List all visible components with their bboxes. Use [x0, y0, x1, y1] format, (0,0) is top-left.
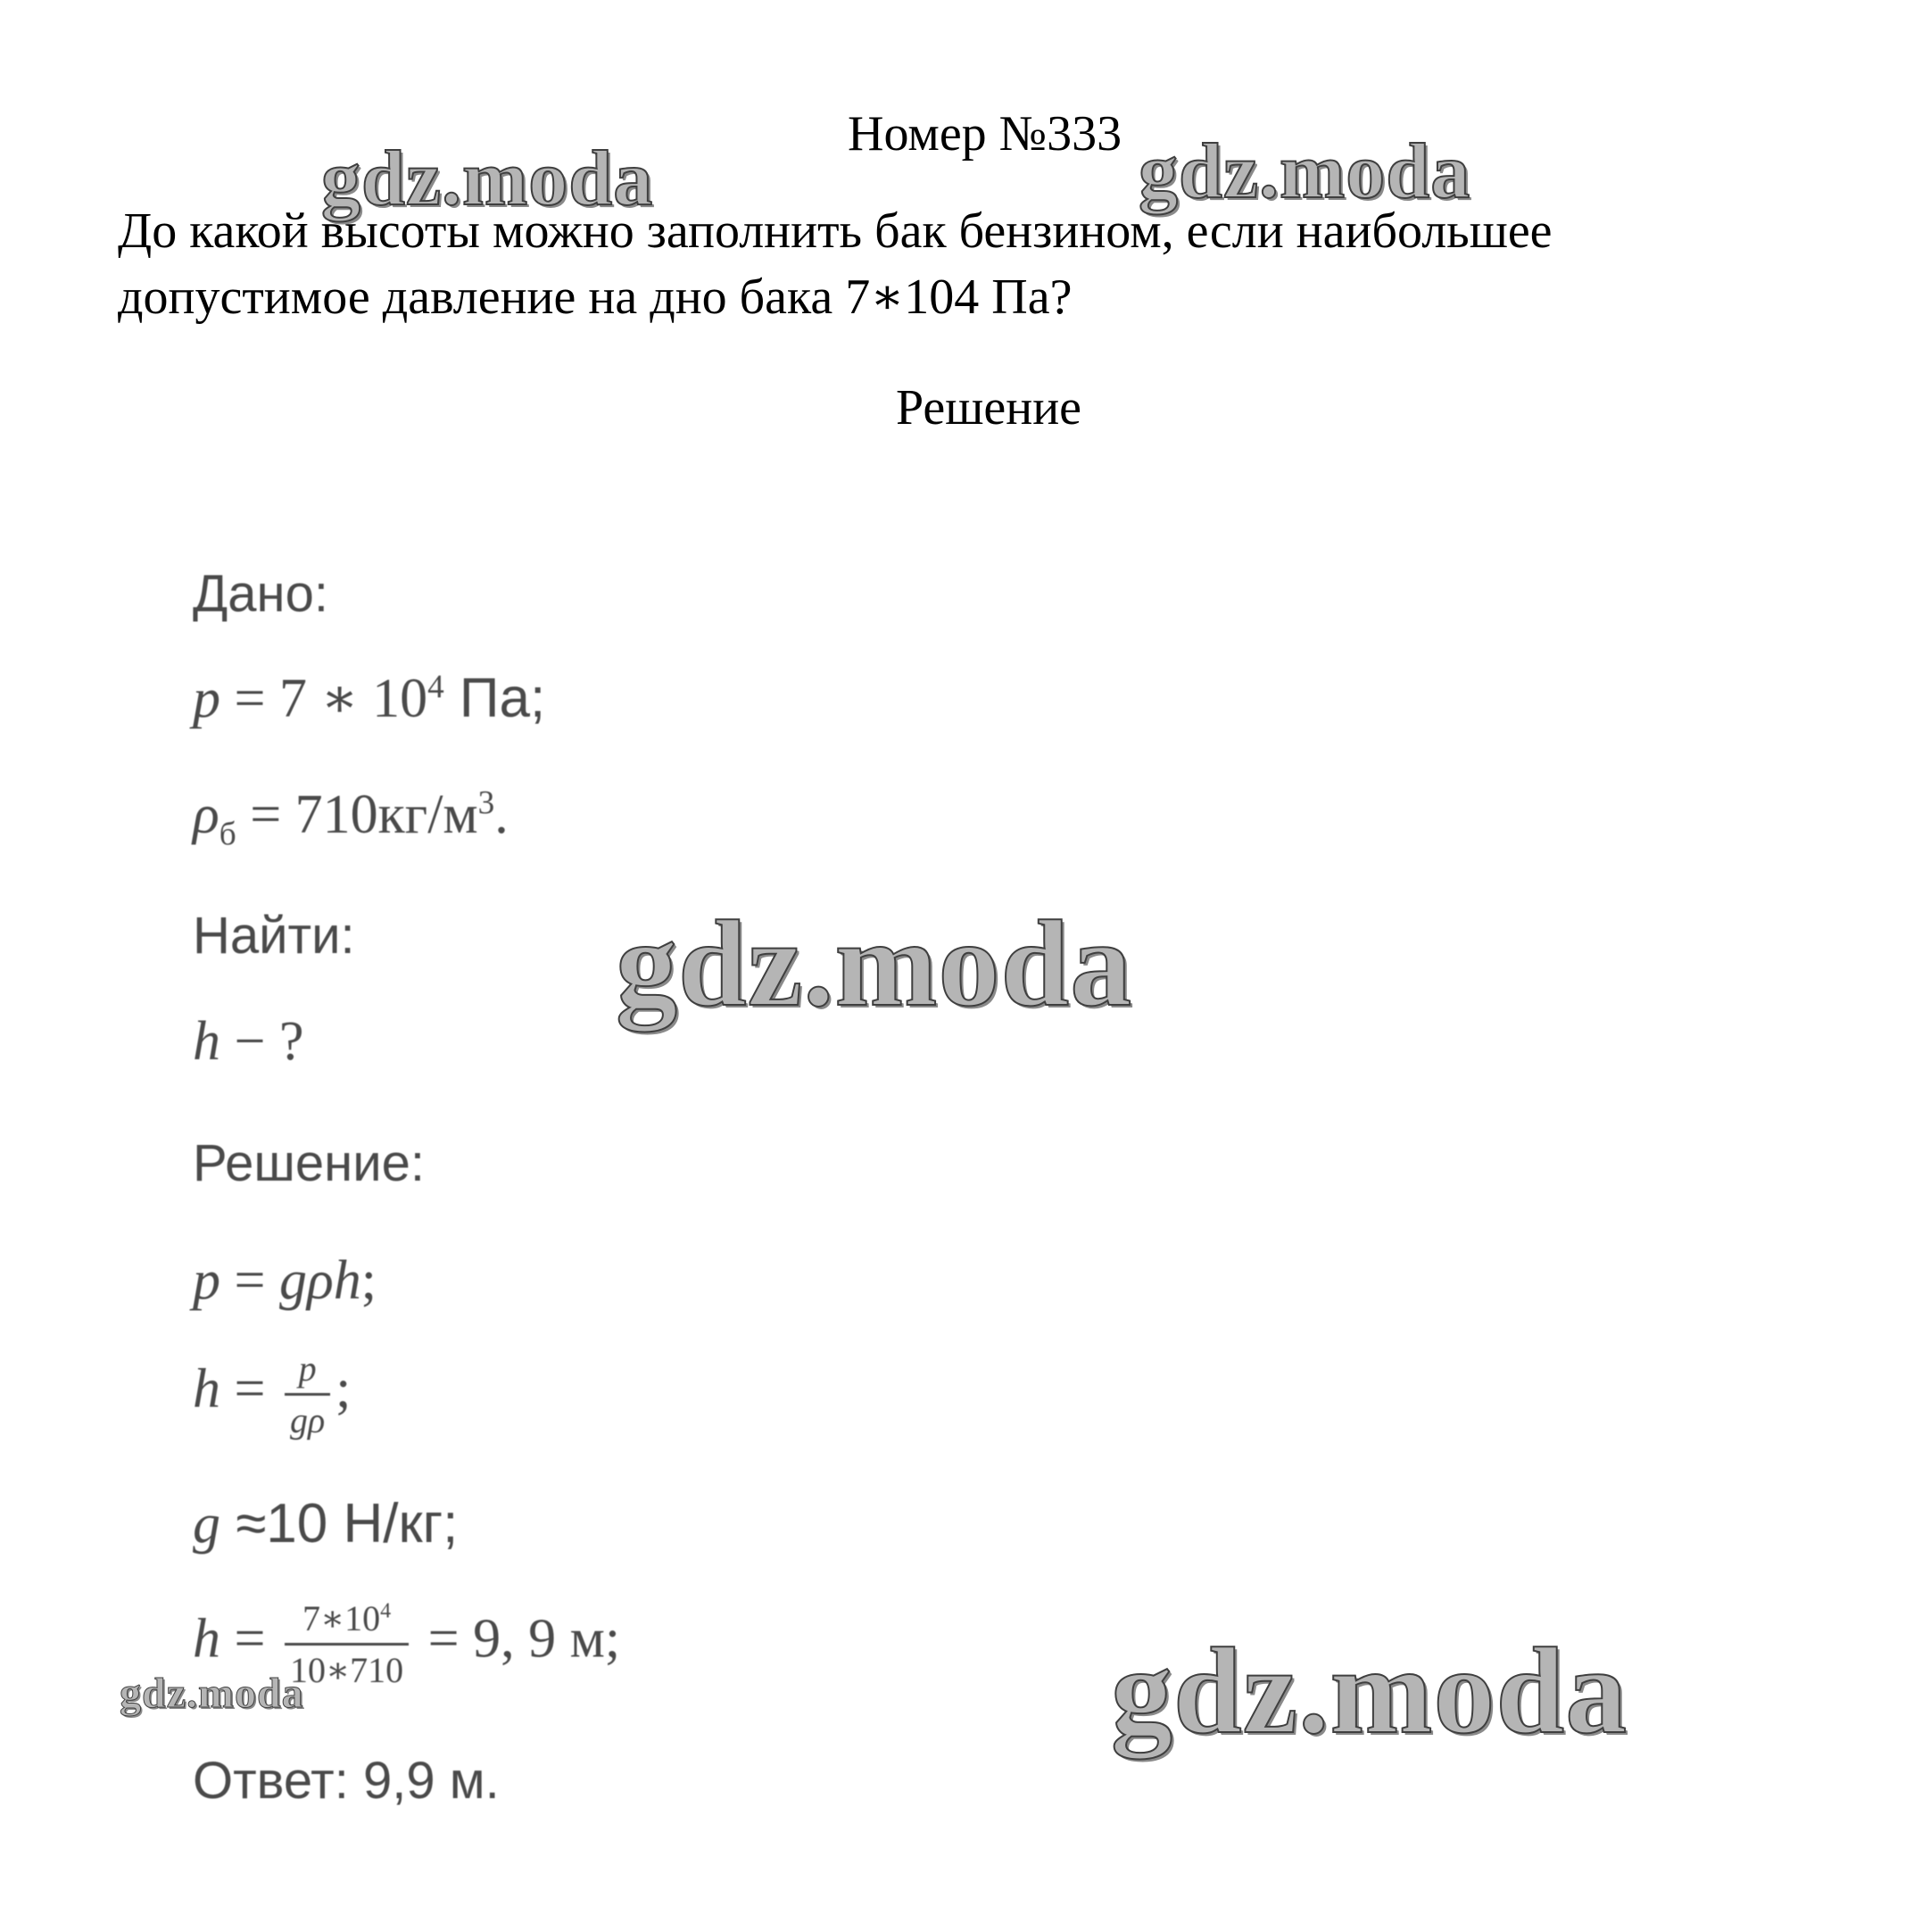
calc-result: = 9, 9 м;: [414, 1608, 621, 1670]
watermark-logo: gdz.moda: [1139, 129, 1471, 215]
formula2-numerator: p: [298, 1348, 317, 1389]
formula1-end: ;: [360, 1250, 377, 1311]
pressure-unit: Па;: [443, 667, 546, 729]
formula2-fraction: [285, 1347, 330, 1441]
calc-denominator: 10∗710: [285, 1643, 409, 1691]
find-question: − ?: [220, 1011, 304, 1072]
pressure-variable: p: [193, 668, 220, 729]
calc-numerator-exponent: 4: [380, 1599, 392, 1623]
formula1-rhs: gρh: [278, 1250, 361, 1311]
density-equation: = 710кг/м: [236, 784, 478, 845]
question-text-line-1: До какой высоты можно заполнить бак бензином, если наибольшее: [118, 203, 1553, 259]
watermark-logo: gdz.moda: [1111, 1622, 1628, 1759]
formula-pressure: [193, 1249, 377, 1313]
density-exponent: 3: [477, 784, 495, 822]
solution-label: Решение:: [193, 1134, 425, 1192]
find-label: Найти:: [193, 907, 355, 965]
formula1-lhs: p: [193, 1250, 220, 1311]
section-title: Решение: [896, 380, 1082, 435]
given-density: [193, 784, 509, 853]
pressure-equation: = 7 ∗ 10: [220, 668, 428, 729]
formula-height: [193, 1347, 351, 1441]
gravity-rest: ≈10 Н/кг;: [220, 1493, 459, 1555]
page-title: Номер №333: [848, 106, 1122, 162]
question-text-line-2: допустимое давление на дно бака 7∗104 Па?: [118, 269, 1073, 325]
formula2-eq: =: [220, 1358, 279, 1420]
gravity-variable: g: [193, 1494, 220, 1555]
calc-eq: =: [220, 1608, 279, 1670]
find-variable: h: [193, 1011, 220, 1072]
find-expression: [193, 1010, 303, 1074]
formula2-denominator: gρ: [285, 1393, 330, 1441]
given-label: Дано:: [193, 565, 328, 623]
calc-numerator: [297, 1597, 396, 1643]
calc-lhs: h: [193, 1608, 220, 1670]
formula2-end: ;: [335, 1358, 352, 1420]
watermark-logo: gdz.moda: [321, 136, 654, 222]
density-subscript: б: [219, 816, 236, 853]
density-variable: ρ: [193, 784, 220, 845]
watermark-logo: gdz.moda: [616, 895, 1133, 1032]
pressure-exponent: 4: [427, 668, 444, 706]
watermark-logo: gdz.moda: [120, 1670, 304, 1717]
formula2-lhs: h: [193, 1358, 220, 1420]
given-pressure: [193, 665, 545, 731]
density-end: .: [494, 784, 509, 845]
calc-numerator-base: 7∗10: [302, 1598, 381, 1638]
gravity-value: [193, 1492, 458, 1556]
formula1-eq: =: [220, 1250, 279, 1311]
answer: Ответ: 9,9 м.: [193, 1752, 500, 1810]
